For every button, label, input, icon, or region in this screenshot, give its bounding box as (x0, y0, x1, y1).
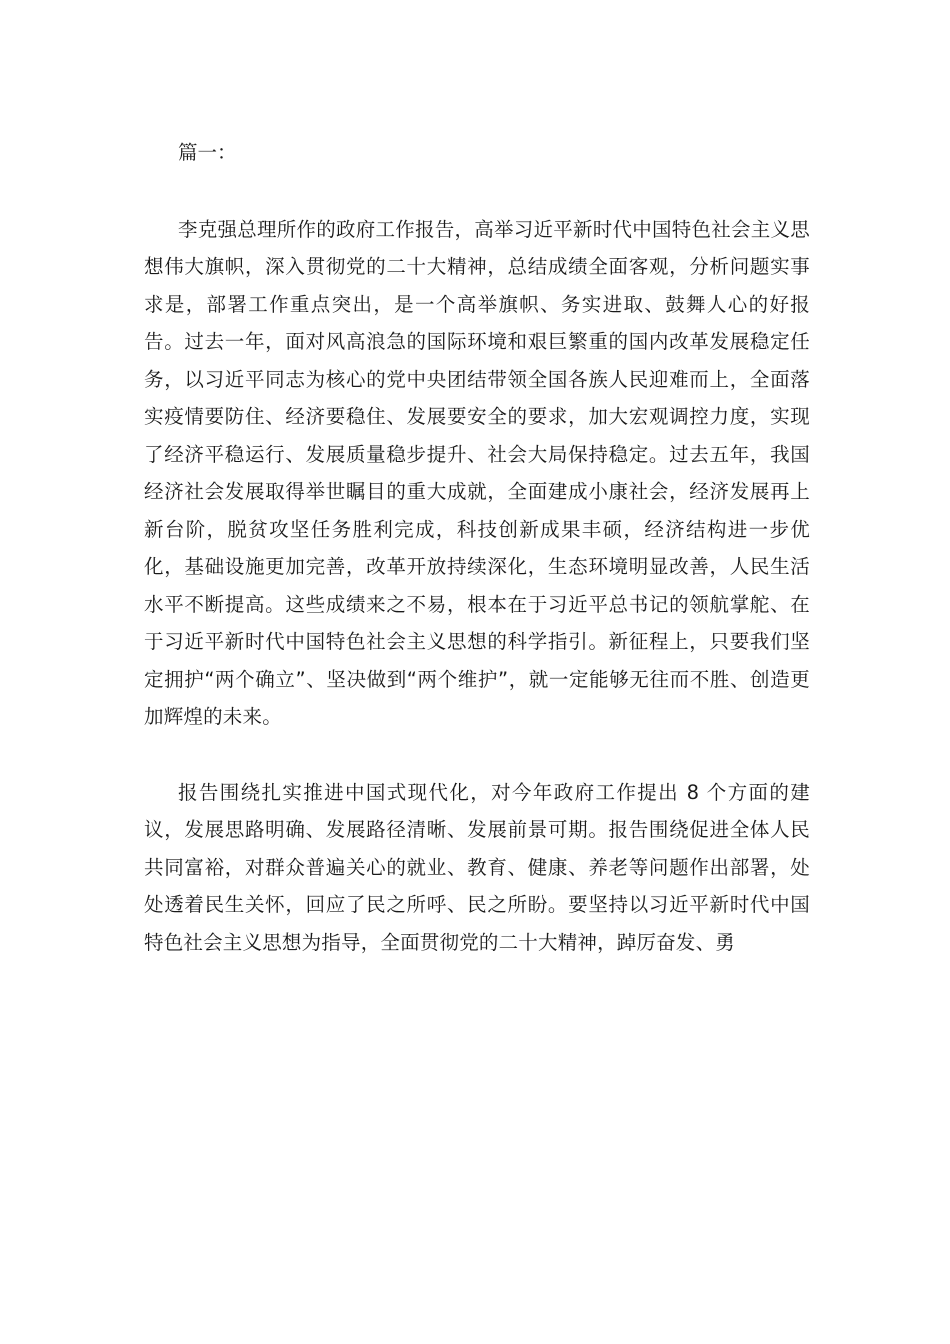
section-heading: 篇一： (178, 141, 237, 164)
document-body (144, 134, 810, 999)
paragraph-2: 报告围绕扎实推进中国式现代化，对今年政府工作提出 8 个方面的建议，发展思路明确、发展路径清晰、发展前景可期。报告围绕促进全体人民共同富裕，对群众普遍关心的就业、教育、健康、养老等问题作出部署，处处透着民生关怀，回应了民之所呼、民之所盼。要坚持以习近平新时代中国特色社会主义思想为指导，全面贯彻党的二十大精神，踔厉奋发、勇 (144, 780, 810, 954)
paragraph-1: 李克强总理所作的政府工作报告，高举习近平新时代中国特色社会主义思想伟大旗帜，深入贯彻党的二十大精神，总结成绩全面客观，分析问题实事求是，部署工作重点突出，是一个高举旗帜、务实进取、鼓舞人心的好报告。过去一年，面对风高浪急的国际环境和艰巨繁重的国内改革发展稳定任务，以习近平同志为核心的党中央团结带领全国各族人民迎难而上，全面落实疫情要防住、经济要稳住、发展要安全的要求，加大宏观调控力度，实现了经济平稳运行、发展质量稳步提升、社会大局保持稳定。过去五年，我国经济社会发展取得举世瞩目的重大成就，全面建成小康社会，经济发展再上新台阶，脱贫攻坚任务胜利完成，科技创新成果丰硕，经济结构进一步优化，基础设施更加完善，改革开放持续深化，生态环境明显改善，人民生活水平不断提高。这些成绩来之不易，根本在于习近平总书记的领航掌舵、在于习近平新时代中国特色社会主义思想的科学指引。新征程上，只要我们坚定拥护“两个确立”、坚决做到“两个维护”，就一定能够无往而不胜、创造更加辉煌的未来。 (144, 217, 810, 728)
